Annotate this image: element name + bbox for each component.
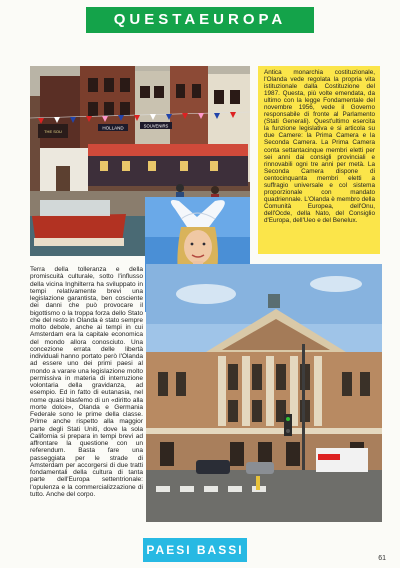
sidebar-info-box (258, 66, 380, 254)
the-sou-sign: THE SOU (44, 129, 62, 134)
souvenirs-sign: SOUVENIRS (143, 123, 169, 129)
concert-hall-photo (146, 264, 382, 522)
page-number: 61 (378, 555, 386, 562)
section-label: PAESI BASSI (143, 538, 247, 562)
article-body (30, 266, 143, 498)
sidebar-text: Antica monarchia costituzionale, l'Olanda vede regolata la propria vita istituzionale dalla Costituzione del 1987. Questa, più volte emendata, da ultimo con la legge Fondamentale del novembre 1956, vede il Governo responsabile di fronte al Parlamento (Stati Generali). Quest'ultimo esercita la funzione legislativa e si articola su due Camere: la Prima Camera e la Seconda Camera. La Prima Camera conta settantacinque membri eletti per sei anni dai consigli provinciali e rinnovabili ogni tre anni per metà. La Seconda Camera dispone di centocinquanta membri eletti a suffragio universale e col sistema proporzionale con mandato quadriennale. L'Olanda è membro della Comunità Europea, dell'Onu, dell'Ocde, della Nato, del Consiglio d'Europa, dell'Ueo e del Benelux. (264, 69, 375, 224)
holland-sign: HOLLAND (102, 125, 124, 131)
magazine-header: QUESTAEUROPA (86, 7, 314, 33)
article-text: Terra della tolleranza e della promiscuità culturale, sotto l'influsso della vicina Inghilterra ha sviluppato in tempi relativamente brevi una legislazione garantista, ben cosciente dei danni che può provocare il bigottismo o la troppa forza dello Stato che del resto in Olanda è stato sempre molto debole, anche ai tempi in cui Amsterdam era la capitale economica del mondo allora conosciuto. Una concezione errata delle libertà individuali hanno portato però l'Olanda ad essere uno dei primi paesi al mondo a varare una legislazione molto permissiva in materia di interruzione volontaria della gravidanza, ad esempio. Ed in fatto di eutanasia, nel nome quasi blasfemo di un «diritto alla morte dolce», Olanda e Germania Federale sono le prime della classe. Prime anche rispetto alla maggior parte degli Stati Uniti, dove la sola California si prepara in tempi brevi ad affrontare la questione con un referendum. Basta fare una passeggiata per le strade di Amsterdam per accorgersi di due tratti fondamentali della cultura di tanta parte dell'Europa settentrionale: l'opulenza e la commercializzazione di tutto. Anche del corpo. (30, 266, 143, 498)
